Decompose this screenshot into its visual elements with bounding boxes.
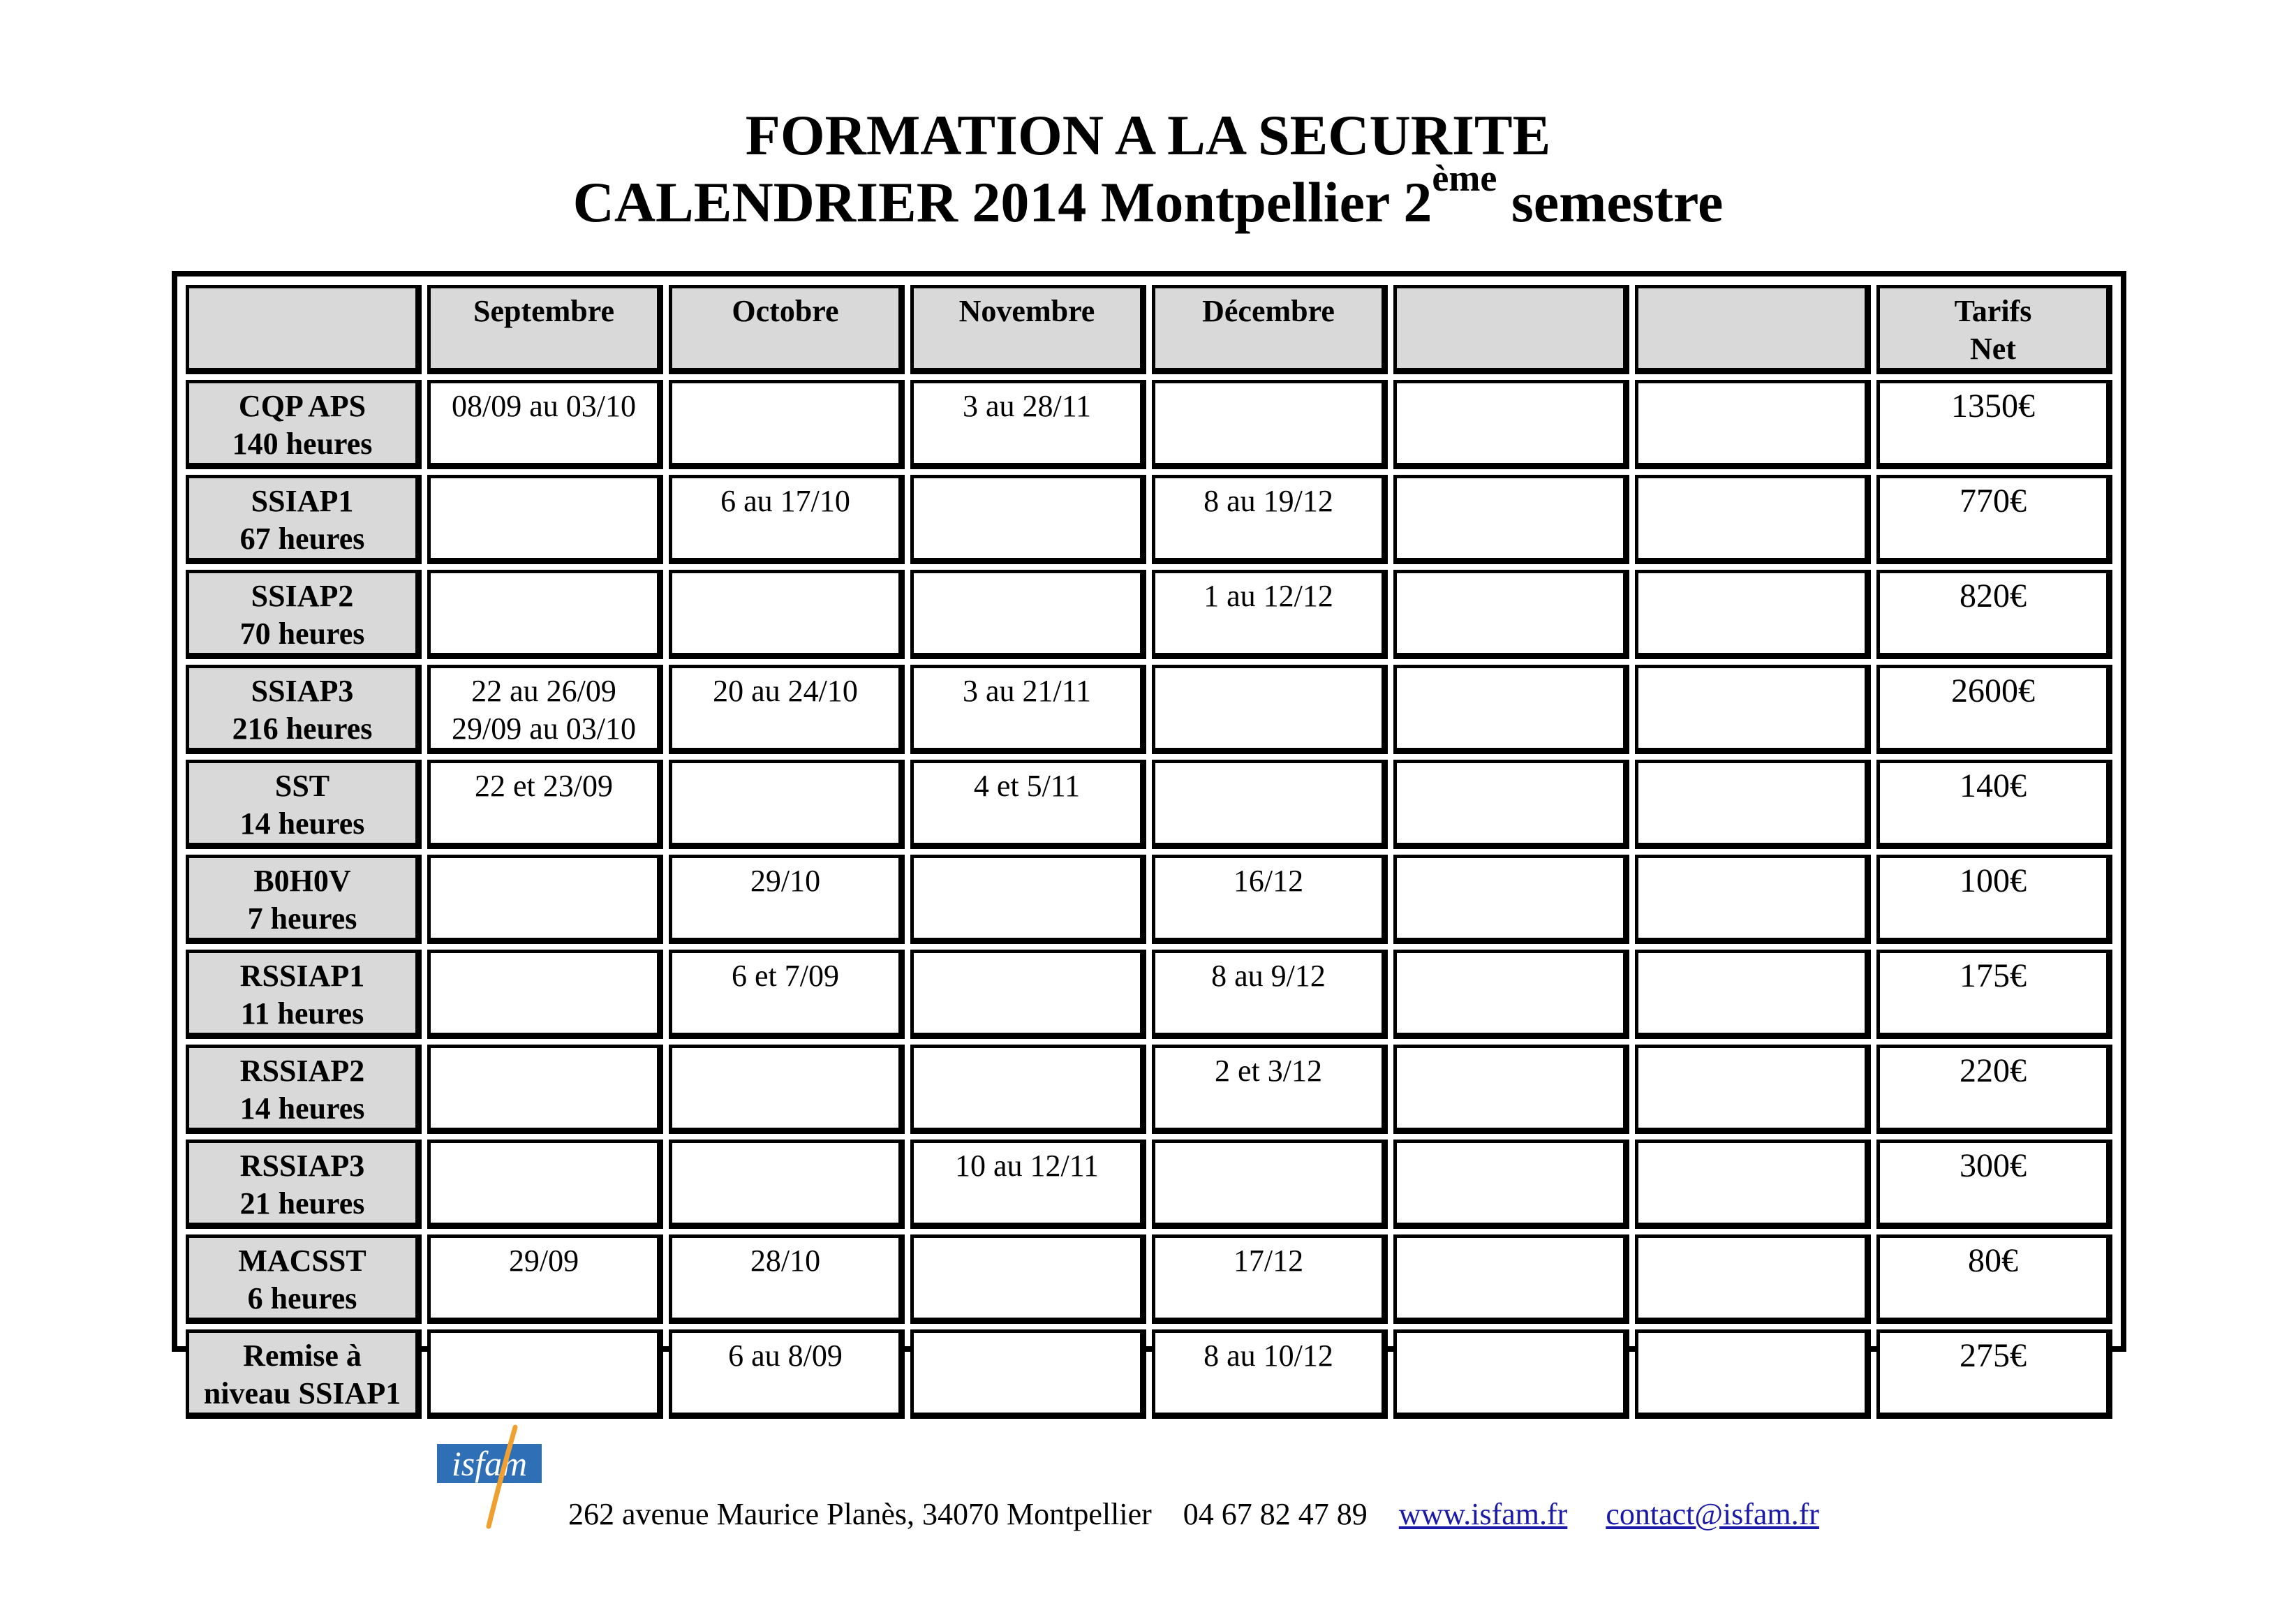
column-header: Décembre xyxy=(1152,285,1388,374)
course-label: RSSIAP2 14 heures xyxy=(186,1045,422,1134)
session-dates-cell: 17/12 xyxy=(1152,1234,1388,1324)
session-dates-cell: 20 au 24/10 xyxy=(669,665,905,754)
session-dates-cell xyxy=(1393,570,1629,659)
table-row xyxy=(186,475,2112,564)
session-dates-cell xyxy=(1393,1329,1629,1419)
session-dates-cell xyxy=(1635,1329,1871,1419)
table-row xyxy=(186,760,2112,849)
session-dates-cell: 2 et 3/12 xyxy=(1152,1045,1388,1134)
session-dates-cell: 29/09 xyxy=(427,1234,663,1324)
session-dates-cell xyxy=(1635,1045,1871,1134)
price-cell: 1350€ xyxy=(1876,380,2112,469)
course-label: RSSIAP1 11 heures xyxy=(186,950,422,1039)
schedule-table-body xyxy=(186,285,2112,1419)
session-dates-cell xyxy=(669,1140,905,1229)
session-dates-cell xyxy=(1393,380,1629,469)
session-dates-cell xyxy=(1635,1234,1871,1324)
session-dates-cell: 4 et 5/11 xyxy=(910,760,1146,849)
footer-address: 262 avenue Maurice Planès, 34070 Montpellier xyxy=(568,1497,1152,1531)
session-dates-cell xyxy=(669,380,905,469)
session-dates-cell xyxy=(910,570,1146,659)
isfam-logo: isfam xyxy=(437,1444,542,1483)
session-dates-cell xyxy=(427,1045,663,1134)
session-dates-cell xyxy=(910,1045,1146,1134)
price-cell: 100€ xyxy=(1876,855,2112,944)
session-dates-cell: 1 au 12/12 xyxy=(1152,570,1388,659)
session-dates-cell xyxy=(910,1329,1146,1419)
session-dates-cell: 8 au 9/12 xyxy=(1152,950,1388,1039)
session-dates-cell xyxy=(1393,1045,1629,1134)
document-title: FORMATION A LA SECURITE xyxy=(745,103,1551,167)
session-dates-cell: 10 au 12/11 xyxy=(910,1140,1146,1229)
table-row xyxy=(186,570,2112,659)
price-cell: 175€ xyxy=(1876,950,2112,1039)
session-dates-cell xyxy=(427,1329,663,1419)
price-cell: 275€ xyxy=(1876,1329,2112,1419)
session-dates-cell xyxy=(1152,380,1388,469)
header-row xyxy=(186,285,2112,374)
column-header: Septembre xyxy=(427,285,663,374)
session-dates-cell xyxy=(1393,1234,1629,1324)
price-cell: 140€ xyxy=(1876,760,2112,849)
session-dates-cell xyxy=(1393,855,1629,944)
table-row xyxy=(186,1045,2112,1134)
email-link[interactable]: contact@isfam.fr xyxy=(1606,1497,1819,1531)
session-dates-cell xyxy=(1635,380,1871,469)
session-dates-cell: 28/10 xyxy=(669,1234,905,1324)
session-dates-cell xyxy=(910,855,1146,944)
column-header xyxy=(186,285,422,374)
session-dates-cell xyxy=(1635,475,1871,564)
session-dates-cell: 22 au 26/09 29/09 au 03/10 xyxy=(427,665,663,754)
session-dates-cell xyxy=(1635,855,1871,944)
price-cell: 820€ xyxy=(1876,570,2112,659)
document-subtitle xyxy=(0,157,2296,236)
session-dates-cell: 29/10 xyxy=(669,855,905,944)
session-dates-cell: 3 au 21/11 xyxy=(910,665,1146,754)
price-cell: 220€ xyxy=(1876,1045,2112,1134)
table-row xyxy=(186,855,2112,944)
session-dates-cell xyxy=(1635,760,1871,849)
session-dates-cell xyxy=(1152,665,1388,754)
website-link[interactable]: www.isfam.fr xyxy=(1398,1497,1568,1531)
table-row xyxy=(186,380,2112,469)
course-label: RSSIAP3 21 heures xyxy=(186,1140,422,1229)
course-label: SSIAP1 67 heures xyxy=(186,475,422,564)
session-dates-cell xyxy=(1635,1140,1871,1229)
course-label: MACSST 6 heures xyxy=(186,1234,422,1324)
session-dates-cell: 8 au 10/12 xyxy=(1152,1329,1388,1419)
session-dates-cell xyxy=(669,1045,905,1134)
footer-contact-line xyxy=(568,1496,1850,1533)
column-header xyxy=(1393,285,1629,374)
course-label: SSIAP3 216 heures xyxy=(186,665,422,754)
price-cell: 300€ xyxy=(1876,1140,2112,1229)
course-label: SST 14 heures xyxy=(186,760,422,849)
column-header: Octobre xyxy=(669,285,905,374)
footer-phone: 04 67 82 47 89 xyxy=(1183,1497,1368,1531)
price-cell: 770€ xyxy=(1876,475,2112,564)
session-dates-cell xyxy=(427,855,663,944)
session-dates-cell: 6 au 17/10 xyxy=(669,475,905,564)
session-dates-cell xyxy=(910,475,1146,564)
session-dates-cell xyxy=(1393,475,1629,564)
session-dates-cell xyxy=(1152,1140,1388,1229)
subtitle-end: semestre xyxy=(1497,170,1724,234)
session-dates-cell: 8 au 19/12 xyxy=(1152,475,1388,564)
course-label: B0H0V 7 heures xyxy=(186,855,422,944)
schedule-table-frame xyxy=(172,271,2126,1410)
session-dates-cell xyxy=(1393,665,1629,754)
session-dates-cell xyxy=(1635,950,1871,1039)
session-dates-cell xyxy=(427,1140,663,1229)
session-dates-cell xyxy=(427,950,663,1039)
price-cell: 2600€ xyxy=(1876,665,2112,754)
column-header: Tarifs Net xyxy=(1876,285,2112,374)
session-dates-cell xyxy=(1635,665,1871,754)
session-dates-cell xyxy=(669,570,905,659)
session-dates-cell xyxy=(910,950,1146,1039)
session-dates-cell xyxy=(1393,950,1629,1039)
table-row xyxy=(186,1329,2112,1419)
session-dates-cell xyxy=(669,760,905,849)
column-header xyxy=(1635,285,1871,374)
session-dates-cell xyxy=(1393,1140,1629,1229)
course-label: CQP APS 140 heures xyxy=(186,380,422,469)
session-dates-cell: 3 au 28/11 xyxy=(910,380,1146,469)
session-dates-cell: 6 au 8/09 xyxy=(669,1329,905,1419)
session-dates-cell xyxy=(1635,570,1871,659)
session-dates-cell xyxy=(1393,760,1629,849)
session-dates-cell xyxy=(910,1234,1146,1324)
subtitle-superscript: ème xyxy=(1432,157,1497,199)
schedule-table xyxy=(180,279,2118,1424)
session-dates-cell: 6 et 7/09 xyxy=(669,950,905,1039)
course-label: SSIAP2 70 heures xyxy=(186,570,422,659)
session-dates-cell xyxy=(427,475,663,564)
course-label: Remise à niveau SSIAP1 xyxy=(186,1329,422,1419)
session-dates-cell: 22 et 23/09 xyxy=(427,760,663,849)
column-header: Novembre xyxy=(910,285,1146,374)
session-dates-cell xyxy=(427,570,663,659)
table-row xyxy=(186,1140,2112,1229)
session-dates-cell: 08/09 au 03/10 xyxy=(427,380,663,469)
table-row xyxy=(186,950,2112,1039)
table-row xyxy=(186,1234,2112,1324)
session-dates-cell: 16/12 xyxy=(1152,855,1388,944)
subtitle-main: CALENDRIER 2014 Montpellier 2 xyxy=(572,170,1432,234)
session-dates-cell xyxy=(1152,760,1388,849)
table-row xyxy=(186,665,2112,754)
price-cell: 80€ xyxy=(1876,1234,2112,1324)
